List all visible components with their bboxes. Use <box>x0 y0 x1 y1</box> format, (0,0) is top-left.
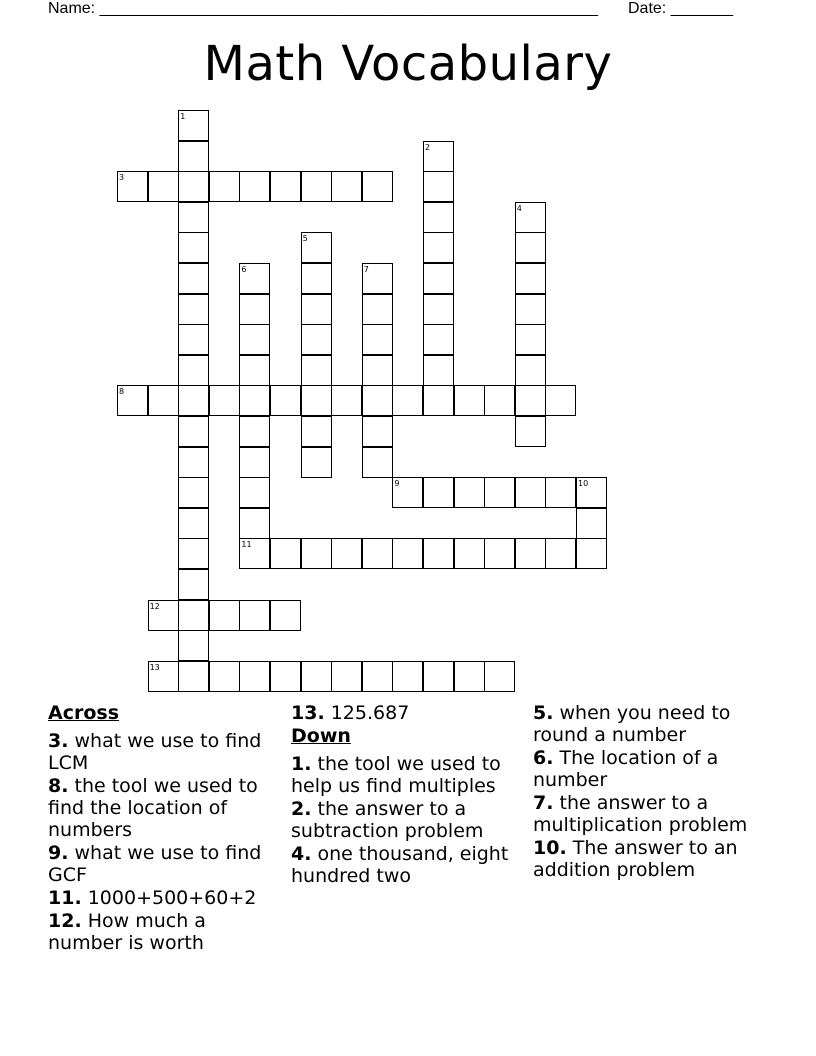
grid-cell[interactable] <box>209 661 240 692</box>
grid-cell[interactable] <box>301 447 332 478</box>
grid-cell[interactable] <box>148 171 179 202</box>
clue-number: 10. <box>533 837 567 859</box>
clue-number: 7. <box>533 792 554 814</box>
clue-text: the tool we used to find the location of numbers <box>48 775 258 841</box>
grid-cell[interactable] <box>178 477 209 508</box>
grid-cell[interactable] <box>362 263 393 294</box>
page-title: Math Vocabulary <box>203 36 613 92</box>
grid-number: 1 <box>180 112 186 121</box>
grid-number: 3 <box>119 173 125 183</box>
clue-column-1 <box>48 702 284 955</box>
grid-cell[interactable] <box>331 661 362 692</box>
grid-cell[interactable] <box>178 202 209 233</box>
grid-cell[interactable] <box>239 508 270 539</box>
grid-cell[interactable] <box>362 416 393 447</box>
clue-text: The location of a number <box>533 747 719 791</box>
grid-cell[interactable] <box>423 141 454 172</box>
grid-cell[interactable] <box>484 538 515 569</box>
grid-cell[interactable] <box>178 294 209 325</box>
clue-text: 1000+500+60+2 <box>81 887 257 909</box>
grid-cell[interactable] <box>178 324 209 355</box>
grid-cell[interactable] <box>362 324 393 355</box>
grid-cell[interactable] <box>362 294 393 325</box>
grid-cell[interactable] <box>331 538 362 569</box>
clue-down-10 <box>533 837 783 881</box>
grid-cell[interactable] <box>362 171 393 202</box>
grid-cell[interactable] <box>178 661 209 692</box>
grid-cell[interactable] <box>484 477 515 508</box>
grid-cell[interactable] <box>270 661 301 692</box>
clue-text: The answer to an addition problem <box>533 837 738 881</box>
grid-cell[interactable] <box>178 110 209 141</box>
clue-down-5 <box>533 702 783 746</box>
grid-cell[interactable] <box>423 661 454 692</box>
grid-cell[interactable] <box>362 538 393 569</box>
grid-number: 7 <box>363 265 369 274</box>
clue-text: when you need to round a number <box>533 702 731 746</box>
clue-down-6 <box>533 747 783 791</box>
grid-cell[interactable] <box>301 263 332 294</box>
grid-number: 6 <box>241 265 247 274</box>
clue-across-8 <box>48 775 284 841</box>
clue-text: one thousand, eight hundred two <box>291 843 509 887</box>
grid-cell[interactable] <box>423 324 454 355</box>
grid-cell[interactable] <box>301 232 332 263</box>
grid-cell[interactable] <box>515 232 546 263</box>
grid-number: 4 <box>516 203 522 213</box>
grid-cell[interactable] <box>454 661 485 692</box>
grid-cell[interactable] <box>301 385 332 416</box>
grid-cell[interactable] <box>362 661 393 692</box>
grid-cell[interactable] <box>576 477 607 508</box>
grid-number: 12 <box>149 601 160 611</box>
grid-cell[interactable] <box>270 600 301 631</box>
grid-cell[interactable] <box>392 538 423 569</box>
grid-cell[interactable] <box>331 171 362 202</box>
grid-cell[interactable] <box>178 447 209 478</box>
grid-cell[interactable] <box>515 202 546 233</box>
clue-text: the answer to a subtraction problem <box>291 798 484 842</box>
grid-cell[interactable] <box>515 416 546 447</box>
grid-cell[interactable] <box>423 477 454 508</box>
clue-number: 11. <box>48 887 82 909</box>
grid-cell[interactable] <box>148 385 179 416</box>
grid-cell[interactable] <box>270 538 301 569</box>
clue-down-2 <box>291 798 527 842</box>
grid-cell[interactable] <box>576 538 607 569</box>
clue-down-1 <box>291 753 527 797</box>
grid-number: 10 <box>578 479 589 489</box>
grid-cell[interactable] <box>515 263 546 294</box>
grid-cell[interactable] <box>209 600 240 631</box>
grid-cell[interactable] <box>515 477 546 508</box>
clue-across-12 <box>48 910 284 954</box>
grid-cell[interactable] <box>270 385 301 416</box>
grid-cell[interactable] <box>484 661 515 692</box>
grid-cell[interactable] <box>117 171 148 202</box>
grid-cell[interactable] <box>423 538 454 569</box>
grid-cell[interactable] <box>301 324 332 355</box>
grid-cell[interactable] <box>178 263 209 294</box>
grid-cell[interactable] <box>239 538 270 569</box>
grid-cell[interactable] <box>178 569 209 600</box>
clue-number: 2. <box>291 798 312 820</box>
grid-cell[interactable] <box>239 294 270 325</box>
grid-cell[interactable] <box>362 447 393 478</box>
clue-text: the tool we used to help us find multiples <box>291 753 501 797</box>
grid-cell[interactable] <box>178 232 209 263</box>
grid-number: 11 <box>241 540 252 550</box>
across-heading: Across <box>48 702 120 724</box>
grid-cell[interactable] <box>515 324 546 355</box>
grid-cell[interactable] <box>239 263 270 294</box>
grid-cell[interactable] <box>484 385 515 416</box>
grid-cell[interactable] <box>454 538 485 569</box>
grid-cell[interactable] <box>301 294 332 325</box>
clue-across-13 <box>291 702 527 724</box>
clue-down-7 <box>533 792 783 836</box>
grid-cell[interactable] <box>178 538 209 569</box>
grid-cell[interactable] <box>178 385 209 416</box>
grid-cell[interactable] <box>331 385 362 416</box>
grid-cell[interactable] <box>239 416 270 447</box>
grid-cell[interactable] <box>270 171 301 202</box>
clue-number: 8. <box>48 775 69 797</box>
clue-number: 6. <box>533 747 554 769</box>
grid-cell[interactable] <box>178 416 209 447</box>
grid-cell[interactable] <box>423 202 454 233</box>
grid-cell[interactable] <box>239 324 270 355</box>
grid-cell[interactable] <box>239 385 270 416</box>
grid-cell[interactable] <box>178 141 209 172</box>
clue-text: How much a number is worth <box>48 910 206 954</box>
grid-cell[interactable] <box>239 355 270 386</box>
clue-number: 4. <box>291 843 312 865</box>
grid-cell[interactable] <box>423 263 454 294</box>
grid-cell[interactable] <box>423 355 454 386</box>
grid-cell[interactable] <box>148 661 179 692</box>
grid-cell[interactable] <box>362 385 393 416</box>
grid-cell[interactable] <box>209 385 240 416</box>
grid-cell[interactable] <box>392 477 423 508</box>
grid-cell[interactable] <box>239 661 270 692</box>
grid-cell[interactable] <box>239 447 270 478</box>
grid-cell[interactable] <box>423 232 454 263</box>
grid-cell[interactable] <box>301 355 332 386</box>
date-field[interactable]: Date: _______ <box>628 0 733 17</box>
clue-text: 125.687 <box>324 702 410 724</box>
clue-across-9 <box>48 842 284 886</box>
grid-cell[interactable] <box>515 538 546 569</box>
clue-down-4 <box>291 843 527 887</box>
grid-cell[interactable] <box>423 294 454 325</box>
grid-cell[interactable] <box>301 171 332 202</box>
grid-cell[interactable] <box>423 171 454 202</box>
grid-cell[interactable] <box>545 477 576 508</box>
grid-cell[interactable] <box>576 508 607 539</box>
grid-cell[interactable] <box>239 171 270 202</box>
clue-text: what we use to find GCF <box>48 842 262 886</box>
grid-cell[interactable] <box>178 355 209 386</box>
clue-number: 13. <box>291 702 325 724</box>
grid-cell[interactable] <box>239 477 270 508</box>
grid-cell[interactable] <box>545 385 576 416</box>
grid-cell[interactable] <box>423 385 454 416</box>
clue-number: 1. <box>291 753 312 775</box>
grid-cell[interactable] <box>239 600 270 631</box>
grid-cell[interactable] <box>392 385 423 416</box>
grid-cell[interactable] <box>301 416 332 447</box>
grid-cell[interactable] <box>209 171 240 202</box>
grid-cell[interactable] <box>392 661 423 692</box>
grid-cell[interactable] <box>148 600 179 631</box>
clue-number: 5. <box>533 702 554 724</box>
grid-cell[interactable] <box>117 385 148 416</box>
grid-cell[interactable] <box>362 355 393 386</box>
grid-number: 2 <box>425 142 431 152</box>
grid-cell[interactable] <box>515 294 546 325</box>
down-heading: Down <box>291 725 351 747</box>
grid-cell[interactable] <box>515 355 546 386</box>
grid-cell[interactable] <box>515 385 546 416</box>
clue-text: the answer to a multiplication problem <box>533 792 748 836</box>
grid-number: 8 <box>119 387 125 397</box>
name-field[interactable]: Name: ________________________________________________________ <box>48 0 598 17</box>
grid-number: 9 <box>394 479 400 489</box>
clue-across-3 <box>48 730 284 774</box>
grid-cell[interactable] <box>301 538 332 569</box>
clue-across-11 <box>48 887 284 909</box>
clue-number: 3. <box>48 730 69 752</box>
grid-cell[interactable] <box>301 661 332 692</box>
clue-number: 12. <box>48 910 82 932</box>
clue-number: 9. <box>48 842 69 864</box>
grid-cell[interactable] <box>545 538 576 569</box>
clue-column-2 <box>291 702 527 888</box>
grid-cell[interactable] <box>178 508 209 539</box>
grid-cell[interactable] <box>178 630 209 661</box>
grid-number: 13 <box>149 662 160 672</box>
grid-cell[interactable] <box>454 477 485 508</box>
clue-column-3 <box>533 702 783 882</box>
grid-number: 5 <box>302 234 308 244</box>
grid-cell[interactable] <box>178 171 209 202</box>
grid-cell[interactable] <box>178 600 209 631</box>
grid-cell[interactable] <box>454 385 485 416</box>
clue-text: what we use to find LCM <box>48 730 262 774</box>
